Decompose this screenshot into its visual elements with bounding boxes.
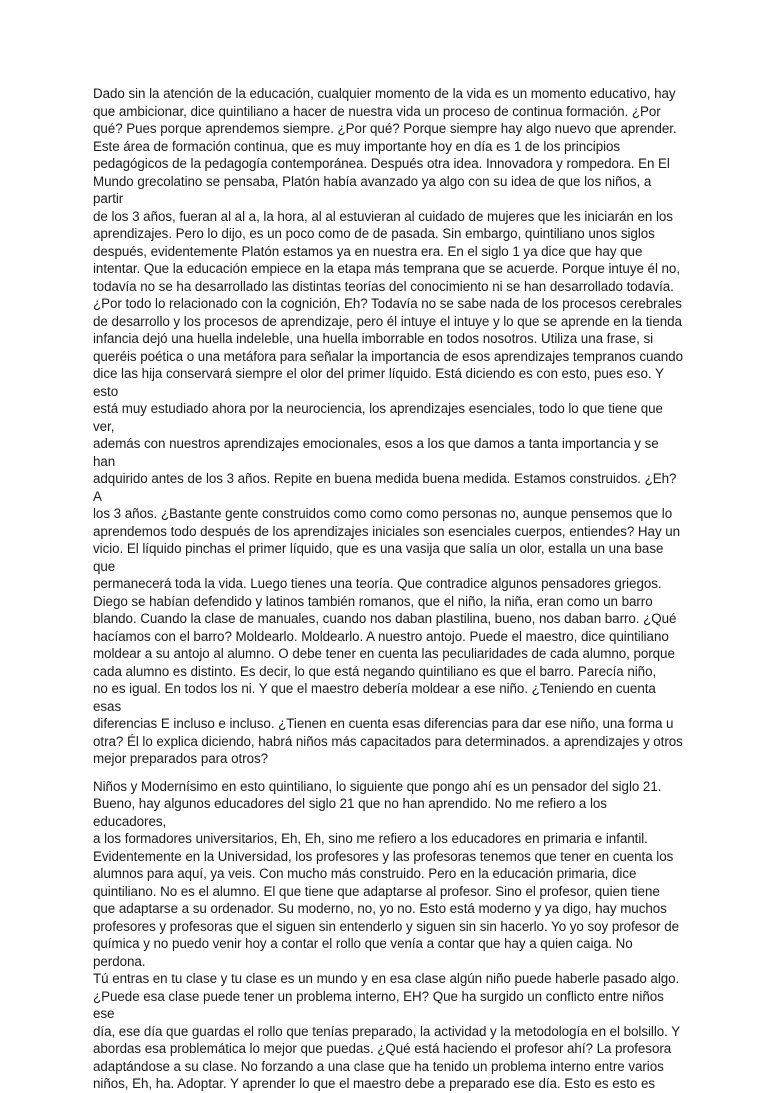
paragraph-2: Niños y Modernísimo en esto quintiliano, lo siguiente que pongo ahí es un pensador del siglo 21. Bueno, hay algunos educadores del siglo 21 que no han aprendido. No me refiero a los educadores, a los formadores universitarios, Eh, Eh, sino me refiero a los educadores en primaria e infantil. Evidentemente en la Universidad, los profesores y las profesoras tenemos que tener en cuenta los alumnos para aquí, ya veis. Con mucho más construido. Pero en la educación primaria, dice quintiliano. No es el alumno. El que tiene que adaptarse al profesor. Sino el profesor, quien tiene que adaptarse a su ordenador. Su moderno, no, yo no. Esto está moderno y ya digo, hay muchos profesores y profesoras que el siguen sin entenderlo y siguen sin sin hacerlo. Yo yo soy profesor de química y no puedo venir hoy a contar el rollo que venía a contar que hay a quien caiga. No perdona. Tú entras en tu clase y tu clase es un mundo y en esa clase algún niño puede haberle pasado algo. ¿Puede esa clase puede tener un problema interno, EH? Que ha surgido un conflicto entre niños ese día, ese día que guardas el rollo que tenías preparado, la actividad y la metodología en el bolsillo. Y abordas esa problemática lo mejor que puedas. ¿Qué está haciendo el profesor ahí? La profesora adaptándose a su clase. No forzando a una clase que ha tenido un problema interno entre varios niños, Eh, ha. Adoptar. Y aprender lo que el maestro debe a preparado ese día. Esto es esto es [93,778,681,1091]
paragraph-1: Dado sin la atención de la educación, cualquier momento de la vida es un momento educativo, hay que ambicionar, dice quintiliano a hacer de nuestra vida un proceso de continua formación. ¿Por qué? Pues porque aprendemos siempre. ¿Por qué? Porque siempre hay algo nuevo que aprender. Este área de formación continua, que es muy importante hoy en día es 1 de los principios pedagógicos de la pedagogía contemporánea. Después otra idea. Innovadora y rompedora. En El Mundo grecolatino se pensaba, Platón había avanzado ya algo con su idea de que los niños, a partir de los 3 años, fueran al al a, la hora, al al estuvieran al cuidado de mujeres que les iniciarán en los aprendizajes. Pero lo dijo, es un poco como de de pasada. Sin embargo, quintiliano unos siglos después, evidentemente Platón estamos ya en nuestra era. En el siglo 1 ya dice que hay que intentar. Que la educación empiece en la etapa más temprana que se acuerde. Porque intuye él no, todavía no se ha desarrollado las distintas teorías del conocimiento ni se han desarrollado todavía. ¿Por todo lo relacionado con la cognición, Eh? Todavía no se sabe nada de los procesos cerebrales de desarrollo y los procesos de aprendizaje, pero él intuye el intuye y lo que se aprende en la tienda infancia dejó una huella indeleble, una huella imborrable en todos nosotros. Utiliza una frase, si queréis poética o una metáfora para señalar la importancia de esos aprendizajes tempranos cuando dice las hija conservará siempre el olor del primer líquido. Está diciendo es con esto, pues eso. Y esto está muy estudiado ahora por la neurociencia, los aprendizajes esenciales, todo lo que tiene que ver, además con nuestros aprendizajes emocionales, esos a los que damos a tanta importancia y se han adquirido antes de los 3 años. Repite en buena medida buena medida. Estamos construidos. ¿Eh? A los 3 años. ¿Bastante gente construidos como como como personas no, aunque pensemos que lo aprendemos todo después de los aprendizajes iniciales son esenciales cuerpos, entiendes? Hay un vicio. El líquido pinchas el primer líquido, que es una vasija que salía un olor, estalla un una base que permanecerá toda la vida. Luego tienes una teoría. Que contradice algunos pensadores griegos. Diego se habían defendido y latinos también romanos, que el niño, la niña, eran como un barro blando. Cuando la clase de manuales, cuando nos daban plastilina, bueno, nos daban barro. ¿Qué hacíamos con el barro? Moldearlo. Moldearlo. A nuestro antojo. Puede el maestro, dice quintiliano moldear a su antojo al alumno. O debe tener en cuenta las peculiaridades de cada alumno, porque cada alumno es distinto. Es decir, lo que está negando quintiliano es que el barro. Parecía niño, no es igual. En todos los ni. Y que el maestro debería moldear a ese niño. ¿Teniendo en cuenta esas diferencias E incluso e incluso. ¿Tienen en cuenta esas diferencias para dar ese niño, una forma u otra? Él lo explica diciendo, habrá niños más capacitados para determinados. a aprendizajes y otros mejor preparados para otros? [93,86,683,766]
document-body [93,85,683,1093]
